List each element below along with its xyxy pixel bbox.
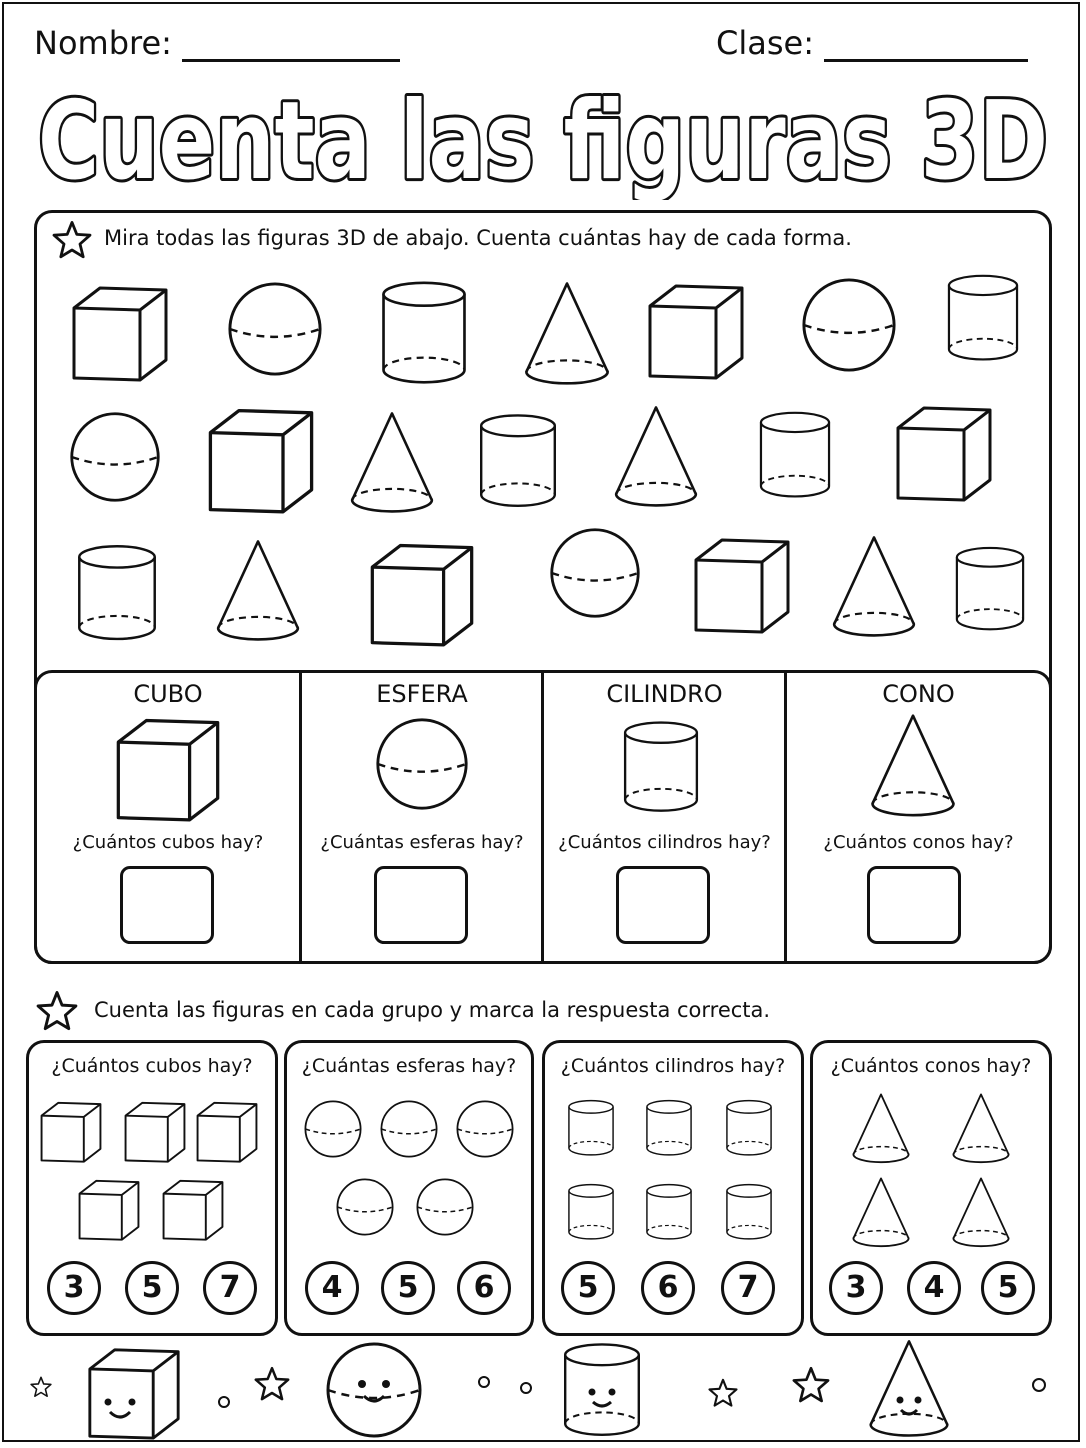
section1-instruction: Mira todas las figuras 3D de abajo. Cuenta cuántas hay de cada forma. <box>104 226 852 250</box>
category-cylinder <box>544 672 785 962</box>
circle-dot-icon <box>216 1394 232 1410</box>
cylinder-icon <box>725 1091 773 1165</box>
page-title <box>0 70 1086 200</box>
name-label: Nombre: <box>34 24 172 62</box>
cone-icon <box>851 1175 911 1249</box>
cube-icon <box>70 280 170 384</box>
cylinder-icon <box>567 1175 615 1249</box>
cylinder-icon <box>567 1091 615 1165</box>
option-4[interactable]: 4 <box>305 1261 359 1315</box>
category-cube <box>36 672 300 962</box>
option-4[interactable]: 4 <box>907 1261 961 1315</box>
option-6[interactable]: 6 <box>641 1261 695 1315</box>
option-7[interactable]: 7 <box>203 1261 257 1315</box>
answer-box-spheres[interactable] <box>374 866 468 944</box>
cylinder-icon <box>758 400 832 510</box>
cube-icon <box>195 1099 259 1163</box>
smiling-cone-icon <box>862 1338 956 1438</box>
cube-icon <box>206 404 316 514</box>
sphere-icon <box>68 410 162 504</box>
star-icon <box>36 990 78 1032</box>
cube-icon <box>894 400 994 504</box>
star-icon <box>792 1366 830 1404</box>
cone-icon <box>612 404 700 508</box>
class-field[interactable] <box>716 24 1028 62</box>
category-title: CONO <box>882 680 955 708</box>
name-line[interactable] <box>182 29 400 62</box>
group-question: ¿Cuántos conos hay? <box>830 1055 1032 1077</box>
name-field[interactable] <box>34 24 400 62</box>
option-5[interactable]: 5 <box>381 1261 435 1315</box>
category-cone <box>787 672 1050 962</box>
class-label: Clase: <box>716 24 814 62</box>
option-3[interactable]: 3 <box>829 1261 883 1315</box>
circle-dot-icon <box>476 1374 492 1390</box>
cone-icon <box>951 1091 1011 1165</box>
cube-icon <box>692 532 792 636</box>
answer-box-cylinders[interactable] <box>616 866 710 944</box>
sphere-icon <box>374 716 470 812</box>
cylinder-icon <box>645 1091 693 1165</box>
category-title: CUBO <box>133 680 203 708</box>
answer-box-cubes[interactable] <box>120 866 214 944</box>
group-question: ¿Cuántos cubos hay? <box>51 1055 253 1077</box>
option-5[interactable]: 5 <box>981 1261 1035 1315</box>
cylinder-icon <box>946 264 1020 372</box>
cylinder-icon <box>725 1175 773 1249</box>
group-question: ¿Cuántos cilindros hay? <box>560 1055 786 1077</box>
cone-icon <box>951 1175 1011 1249</box>
group-spheres <box>284 1040 534 1336</box>
smiling-sphere-icon <box>322 1340 426 1440</box>
class-line[interactable] <box>824 29 1028 62</box>
sphere-icon <box>226 280 324 378</box>
star-icon <box>254 1366 290 1402</box>
cone-icon <box>522 280 612 386</box>
star-icon <box>30 1376 52 1398</box>
star-icon <box>52 220 92 260</box>
group-cylinders <box>542 1040 804 1336</box>
cylinder-icon <box>380 280 468 386</box>
option-6[interactable]: 6 <box>457 1261 511 1315</box>
group-cones <box>810 1040 1052 1336</box>
category-question: ¿Cuántas esferas hay? <box>320 832 524 853</box>
cube-icon <box>114 714 222 822</box>
cone-icon <box>869 712 957 818</box>
category-question: ¿Cuántos conos hay? <box>823 832 1014 853</box>
sphere-icon <box>415 1177 475 1237</box>
cylinder-icon <box>622 712 700 822</box>
option-5[interactable]: 5 <box>125 1261 179 1315</box>
sphere-icon <box>303 1099 363 1159</box>
circle-dot-icon <box>518 1380 534 1396</box>
cube-icon <box>39 1099 103 1163</box>
star-icon <box>708 1378 738 1408</box>
cube-icon <box>123 1099 187 1163</box>
option-3[interactable]: 3 <box>47 1261 101 1315</box>
cube-icon <box>77 1177 141 1241</box>
cylinder-icon <box>478 408 558 514</box>
cube-icon <box>368 538 476 648</box>
option-5[interactable]: 5 <box>561 1261 615 1315</box>
smiling-cylinder-icon <box>562 1340 642 1440</box>
sphere-icon <box>548 526 642 620</box>
cylinder-icon <box>645 1175 693 1249</box>
answer-box-cones[interactable] <box>867 866 961 944</box>
smiling-cube-icon <box>76 1344 192 1440</box>
category-title: CILINDRO <box>606 680 723 708</box>
circle-dot-icon <box>1030 1376 1048 1394</box>
title-text: Cuenta las figuras 3D <box>38 79 1048 200</box>
sphere-icon <box>800 276 898 374</box>
category-sphere <box>302 672 542 962</box>
cylinder-icon <box>76 540 158 646</box>
group-cubes <box>26 1040 278 1336</box>
cone-icon <box>830 534 918 638</box>
category-question: ¿Cuántos cubos hay? <box>72 832 264 853</box>
sphere-icon <box>335 1177 395 1237</box>
sphere-icon <box>379 1099 439 1159</box>
option-7[interactable]: 7 <box>721 1261 775 1315</box>
cylinder-icon <box>954 536 1026 642</box>
section2-instruction: Cuenta las figuras en cada grupo y marca la respuesta correcta. <box>94 998 771 1022</box>
category-question: ¿Cuántos cilindros hay? <box>558 832 771 853</box>
category-title: ESFERA <box>376 680 468 708</box>
cube-icon <box>161 1177 225 1241</box>
cone-icon <box>851 1091 911 1165</box>
sphere-icon <box>455 1099 515 1159</box>
group-question: ¿Cuántas esferas hay? <box>301 1055 517 1077</box>
cube-icon <box>646 278 746 382</box>
cone-icon <box>348 410 436 514</box>
cone-icon <box>214 538 302 642</box>
